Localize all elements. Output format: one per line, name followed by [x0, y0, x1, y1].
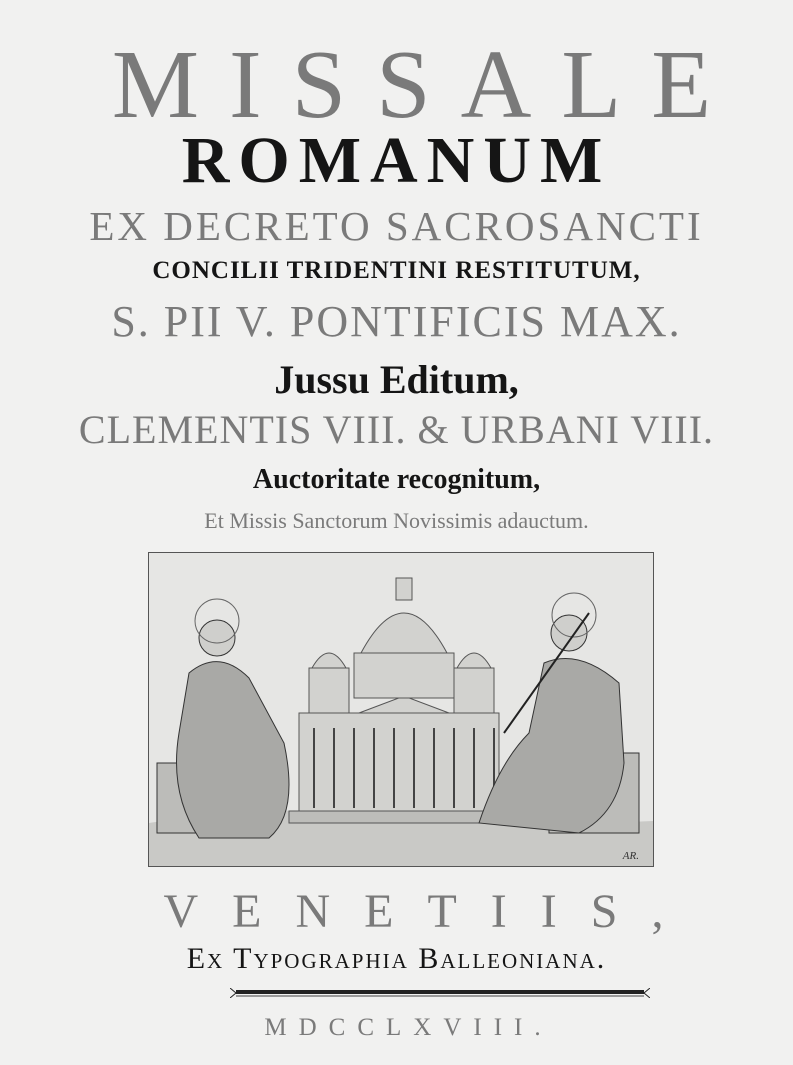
engraving-st-peters-with-apostles [148, 552, 654, 867]
imprint-printer: Ex Typographia Balleoniana. [186, 942, 607, 975]
subtitle-auctoritate: Auctoritate recognitum, [252, 464, 541, 495]
title-missale: MISSALE [111, 31, 742, 139]
subtitle-pontificis: S. PII V. PONTIFICIS MAX. [111, 297, 682, 346]
imprint-year: MDCCLXVIII. [264, 1014, 553, 1041]
subtitle-missis: Et Missis Sanctorum Novissimis adauctum. [204, 508, 589, 533]
decorative-rule [230, 988, 650, 998]
engraving-illustration [149, 553, 653, 866]
title-romanum: ROMANUM [181, 124, 612, 197]
subtitle-decreto: EX DECRETO SACROSANCTI [89, 203, 704, 249]
subtitle-concilii: CONCILII TRIDENTINI RESTITUTUM, [152, 257, 641, 284]
imprint-place: VENETIIS, [163, 885, 698, 938]
subtitle-clementis: CLEMENTIS VIII. & URBANI VIII. [78, 407, 715, 452]
subtitle-jussu: Jussu Editum, [274, 357, 519, 402]
engraver-signature: AR. [622, 850, 639, 862]
